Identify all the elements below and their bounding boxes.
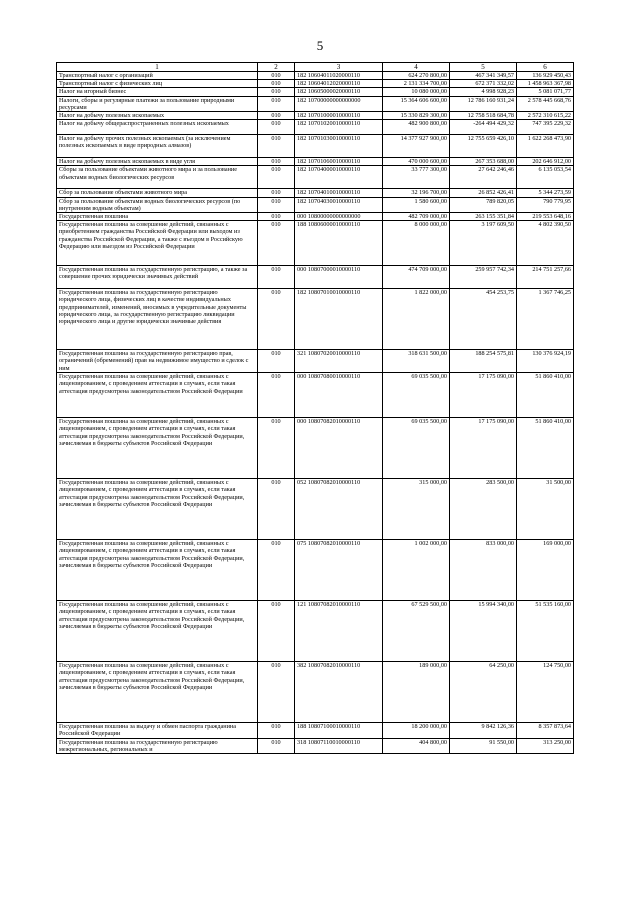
- row-value-col4-cell: 482 900 800,00: [383, 120, 450, 135]
- table-row: [57, 350, 574, 373]
- row-code-cell: 010: [258, 189, 295, 197]
- table-row: [57, 96, 574, 111]
- row-name-cell: Транспортный налог с физических лиц: [57, 80, 258, 88]
- row-value-col5-cell: 283 500,00: [450, 479, 517, 540]
- row-value-col6-cell: 1 367 746,25: [517, 289, 574, 350]
- row-name-cell: Налог на добычу полезных ископаемых в виде угля: [57, 158, 258, 166]
- row-code-cell: 010: [258, 166, 295, 189]
- row-value-col4-cell: 404 800,00: [383, 738, 450, 753]
- row-value-col5-cell: 467 341 349,57: [450, 72, 517, 80]
- row-value-col5-cell: 672 371 332,02: [450, 80, 517, 88]
- row-value-col6-cell: 5 081 071,77: [517, 88, 574, 96]
- table-row: [57, 289, 574, 350]
- row-code-cell: 010: [258, 662, 295, 723]
- row-value-col4-cell: 10 080 000,00: [383, 88, 450, 96]
- row-value-col5-cell: 17 175 090,00: [450, 418, 517, 479]
- row-value-col4-cell: 1 002 000,00: [383, 540, 450, 601]
- column-header: 4: [383, 63, 450, 72]
- row-code-cell: 010: [258, 135, 295, 158]
- row-value-col6-cell: 51 860 410,00: [517, 418, 574, 479]
- row-value-col5-cell: 833 000,00: [450, 540, 517, 601]
- column-header: 5: [450, 63, 517, 72]
- table-row: [57, 197, 574, 212]
- column-header: 3: [295, 63, 383, 72]
- row-name-cell: Государственная пошлина за совершение действий, связанных с лицензированием, с проведением аттестации в случаях, если такая аттестация предусмотрена законодательством Российской Федерации: [57, 373, 258, 418]
- row-value-col6-cell: 136 929 450,43: [517, 72, 574, 80]
- table-row: [57, 166, 574, 189]
- row-kbk-cell: 075 10807082010000110: [295, 540, 383, 601]
- row-name-cell: Государственная пошлина за государственную регистрацию прав, ограничений (обременений) прав на недвижимое имущество и сделок с ним: [57, 350, 258, 373]
- row-value-col4-cell: 482 709 000,00: [383, 213, 450, 221]
- row-kbk-cell: 321 10807020010000110: [295, 350, 383, 373]
- row-value-col6-cell: 747 395 229,32: [517, 120, 574, 135]
- row-kbk-cell: 000 10807000010000110: [295, 266, 383, 289]
- row-value-col5-cell: 26 852 426,41: [450, 189, 517, 197]
- row-value-col4-cell: 18 200 000,00: [383, 723, 450, 738]
- row-value-col5-cell: 9 842 126,36: [450, 723, 517, 738]
- row-value-col5-cell: 17 175 090,00: [450, 373, 517, 418]
- row-name-cell: Налоги, сборы и регулярные платежи за пользование природными ресурсами: [57, 96, 258, 111]
- row-kbk-cell: 182 10604012020000110: [295, 80, 383, 88]
- table-row: [57, 373, 574, 418]
- table-row: [57, 120, 574, 135]
- row-name-cell: Государственная пошлина за совершение действий, связанных с лицензированием, с проведением аттестации в случаях, если такая аттестация предусмотрена законодательством Российской Федерации, зачисляемая в бюджеты субъектов Российской Федерации: [57, 479, 258, 540]
- column-header: 6: [517, 63, 574, 72]
- row-value-col6-cell: 2 572 310 615,22: [517, 112, 574, 120]
- row-code-cell: 010: [258, 723, 295, 738]
- row-value-col6-cell: 313 250,00: [517, 738, 574, 753]
- row-value-col4-cell: 33 777 300,00: [383, 166, 450, 189]
- row-value-col4-cell: 67 529 500,00: [383, 601, 450, 662]
- row-name-cell: Налог на добычу общераспространенных полезных ископаемых: [57, 120, 258, 135]
- row-value-col6-cell: 1 622 268 473,90: [517, 135, 574, 158]
- row-value-col6-cell: 6 135 053,54: [517, 166, 574, 189]
- row-value-col4-cell: 318 631 500,00: [383, 350, 450, 373]
- row-value-col4-cell: 32 196 700,00: [383, 189, 450, 197]
- row-code-cell: 010: [258, 540, 295, 601]
- row-kbk-cell: 318 10807110010000110: [295, 738, 383, 753]
- row-value-col6-cell: 214 751 257,66: [517, 266, 574, 289]
- row-kbk-cell: 182 10807010010000110: [295, 289, 383, 350]
- row-code-cell: 010: [258, 96, 295, 111]
- row-value-col6-cell: 169 000,00: [517, 540, 574, 601]
- row-name-cell: Налог на добычу полезных ископаемых: [57, 112, 258, 120]
- row-value-col5-cell: 12 758 518 684,78: [450, 112, 517, 120]
- row-value-col4-cell: 1 822 000,00: [383, 289, 450, 350]
- header-row: [57, 63, 574, 72]
- table-row: [57, 540, 574, 601]
- row-kbk-cell: 182 10701000010000110: [295, 112, 383, 120]
- row-value-col5-cell: 15 994 340,00: [450, 601, 517, 662]
- row-value-col5-cell: 263 155 351,84: [450, 213, 517, 221]
- row-value-col6-cell: 31 500,00: [517, 479, 574, 540]
- row-value-col6-cell: 51 535 160,00: [517, 601, 574, 662]
- table-row: [57, 266, 574, 289]
- row-value-col6-cell: 124 750,00: [517, 662, 574, 723]
- row-value-col4-cell: 1 580 600,00: [383, 197, 450, 212]
- column-header: 1: [57, 63, 258, 72]
- row-kbk-cell: 052 10807082010000110: [295, 479, 383, 540]
- row-value-col6-cell: 4 802 390,50: [517, 221, 574, 266]
- row-value-col5-cell: 454 253,75: [450, 289, 517, 350]
- row-value-col5-cell: 27 642 246,46: [450, 166, 517, 189]
- row-name-cell: Государственная пошлина за совершение действий, связанных с лицензированием, с проведением аттестации в случаях, если такая аттестация предусмотрена законодательством Российской Федерации, зачисляемая в бюджеты субъектов Российской Федерации: [57, 601, 258, 662]
- row-code-cell: 010: [258, 112, 295, 120]
- table-row: [57, 418, 574, 479]
- row-name-cell: Сборы за пользование объектами животного мира и за пользование объектами водных биологических ресурсов: [57, 166, 258, 189]
- row-value-col6-cell: 5 344 273,59: [517, 189, 574, 197]
- row-kbk-cell: 182 10704030010000110: [295, 197, 383, 212]
- row-code-cell: 010: [258, 158, 295, 166]
- row-kbk-cell: 000 10807082010000110: [295, 418, 383, 479]
- row-value-col5-cell: 12 786 160 931,24: [450, 96, 517, 111]
- row-kbk-cell: 182 10701020010000110: [295, 120, 383, 135]
- row-code-cell: 010: [258, 88, 295, 96]
- row-name-cell: Сбор за пользование объектами водных биологических ресурсов (по внутренним водным объектам): [57, 197, 258, 212]
- row-kbk-cell: 182 10605000020000110: [295, 88, 383, 96]
- row-value-col6-cell: 51 860 410,00: [517, 373, 574, 418]
- table-row: [57, 479, 574, 540]
- row-value-col6-cell: 790 779,95: [517, 197, 574, 212]
- table-row: [57, 80, 574, 88]
- row-code-cell: 010: [258, 197, 295, 212]
- row-value-col4-cell: 69 035 500,00: [383, 373, 450, 418]
- row-value-col6-cell: 219 553 648,16: [517, 213, 574, 221]
- row-value-col4-cell: 8 000 000,00: [383, 221, 450, 266]
- row-value-col5-cell: -264 494 429,32: [450, 120, 517, 135]
- row-name-cell: Государственная пошлина за совершение действий, связанных с приобретением гражданства Российской Федерации или выходом из гражданства Российской Федерации, а также с въездом в Российскую Федерацию или выездом из Российской Федерации: [57, 221, 258, 266]
- row-code-cell: 010: [258, 373, 295, 418]
- row-value-col5-cell: 91 550,00: [450, 738, 517, 753]
- row-code-cell: 010: [258, 72, 295, 80]
- row-value-col4-cell: 14 377 927 900,00: [383, 135, 450, 158]
- row-value-col6-cell: 202 646 912,00: [517, 158, 574, 166]
- row-value-col6-cell: 130 376 924,19: [517, 350, 574, 373]
- row-code-cell: 010: [258, 601, 295, 662]
- row-value-col5-cell: 259 957 742,34: [450, 266, 517, 289]
- row-kbk-cell: 382 10807082010000110: [295, 662, 383, 723]
- row-kbk-cell: 188 10806000010000110: [295, 221, 383, 266]
- table-row: [57, 88, 574, 96]
- row-name-cell: Государственная пошлина за государственную регистрацию межрегиональных, региональных и: [57, 738, 258, 753]
- row-code-cell: 010: [258, 738, 295, 753]
- table-row: [57, 189, 574, 197]
- table-row: [57, 158, 574, 166]
- row-name-cell: Государственная пошлина за выдачу и обмен паспорта гражданина Российской Федерации: [57, 723, 258, 738]
- row-code-cell: 010: [258, 80, 295, 88]
- column-header: 2: [258, 63, 295, 72]
- row-value-col4-cell: 69 035 500,00: [383, 418, 450, 479]
- row-value-col4-cell: 15 364 606 600,00: [383, 96, 450, 111]
- row-name-cell: Государственная пошлина за совершение действий, связанных с лицензированием, с проведением аттестации в случаях, если такая аттестация предусмотрена законодательством Российской Федерации, зачисляемая в бюджеты субъектов Российской Федерации: [57, 418, 258, 479]
- row-kbk-cell: 182 10704000010000110: [295, 166, 383, 189]
- row-kbk-cell: 000 10800000000000000: [295, 213, 383, 221]
- row-value-col5-cell: 267 353 688,00: [450, 158, 517, 166]
- table-row: [57, 601, 574, 662]
- row-name-cell: Налог на игорный бизнес: [57, 88, 258, 96]
- row-name-cell: Государственная пошлина за совершение действий, связанных с лицензированием, с проведением аттестации в случаях, если такая аттестация предусмотрена законодательством Российской Федерации, зачисляемая в бюджеты субъектов Российской Федерации: [57, 540, 258, 601]
- row-kbk-cell: 000 10807080010000110: [295, 373, 383, 418]
- row-value-col5-cell: 4 998 928,23: [450, 88, 517, 96]
- row-value-col5-cell: 789 820,05: [450, 197, 517, 212]
- row-value-col4-cell: 2 131 334 700,00: [383, 80, 450, 88]
- row-code-cell: 010: [258, 213, 295, 221]
- row-name-cell: Государственная пошлина за государственную регистрацию, а также за совершение прочих юридически значимых действий: [57, 266, 258, 289]
- row-code-cell: 010: [258, 418, 295, 479]
- row-kbk-cell: 182 10701030010000110: [295, 135, 383, 158]
- row-name-cell: Налог на добычу прочих полезных ископаемых (за исключением полезных ископаемых в виде природных алмазов): [57, 135, 258, 158]
- table-row: [57, 221, 574, 266]
- row-value-col6-cell: 8 357 873,64: [517, 723, 574, 738]
- row-value-col4-cell: 315 000,00: [383, 479, 450, 540]
- row-value-col4-cell: 470 000 600,00: [383, 158, 450, 166]
- table-row: [57, 662, 574, 723]
- row-name-cell: Сбор за пользование объектами животного мира: [57, 189, 258, 197]
- row-code-cell: 010: [258, 120, 295, 135]
- row-code-cell: 010: [258, 289, 295, 350]
- table-row: [57, 213, 574, 221]
- table-row: [57, 112, 574, 120]
- row-code-cell: 010: [258, 479, 295, 540]
- row-value-col4-cell: 624 270 800,00: [383, 72, 450, 80]
- row-kbk-cell: 121 10807082010000110: [295, 601, 383, 662]
- table-row: [57, 723, 574, 738]
- row-value-col5-cell: 188 254 575,81: [450, 350, 517, 373]
- table-row: [57, 72, 574, 80]
- row-value-col5-cell: 64 250,00: [450, 662, 517, 723]
- row-name-cell: Государственная пошлина за государственную регистрацию юридического лица, физических лиц в качестве индивидуальных предпринимателей, изменений, вносимых в учредительные документы юридического лица, за государственную регистрацию ликвидации юридического лица и другие юридически значимые действия: [57, 289, 258, 350]
- row-kbk-cell: 182 10604011020000110: [295, 72, 383, 80]
- row-name-cell: Государственная пошлина: [57, 213, 258, 221]
- row-name-cell: Государственная пошлина за совершение действий, связанных с лицензированием, с проведением аттестации в случаях, если такая аттестация предусмотрена законодательством Российской Федерации, зачисляемая в бюджеты субъектов Российской Федерации: [57, 662, 258, 723]
- row-value-col4-cell: 189 000,00: [383, 662, 450, 723]
- row-kbk-cell: 188 10807100010000110: [295, 723, 383, 738]
- row-kbk-cell: 182 10704010010000110: [295, 189, 383, 197]
- page-number: 5: [316, 38, 324, 53]
- table-row: [57, 135, 574, 158]
- row-code-cell: 010: [258, 350, 295, 373]
- row-value-col5-cell: 12 755 659 426,10: [450, 135, 517, 158]
- row-code-cell: 010: [258, 266, 295, 289]
- row-name-cell: Транспортный налог с организаций: [57, 72, 258, 80]
- table-row: [57, 738, 574, 753]
- row-value-col6-cell: 1 458 963 367,98: [517, 80, 574, 88]
- row-kbk-cell: 182 10700000000000000: [295, 96, 383, 111]
- row-kbk-cell: 182 10701060010000110: [295, 158, 383, 166]
- row-value-col6-cell: 2 578 445 668,76: [517, 96, 574, 111]
- budget-table: [56, 62, 574, 754]
- row-value-col4-cell: 474 709 000,00: [383, 266, 450, 289]
- row-value-col4-cell: 15 330 829 300,00: [383, 112, 450, 120]
- row-value-col5-cell: 3 197 609,50: [450, 221, 517, 266]
- row-code-cell: 010: [258, 221, 295, 266]
